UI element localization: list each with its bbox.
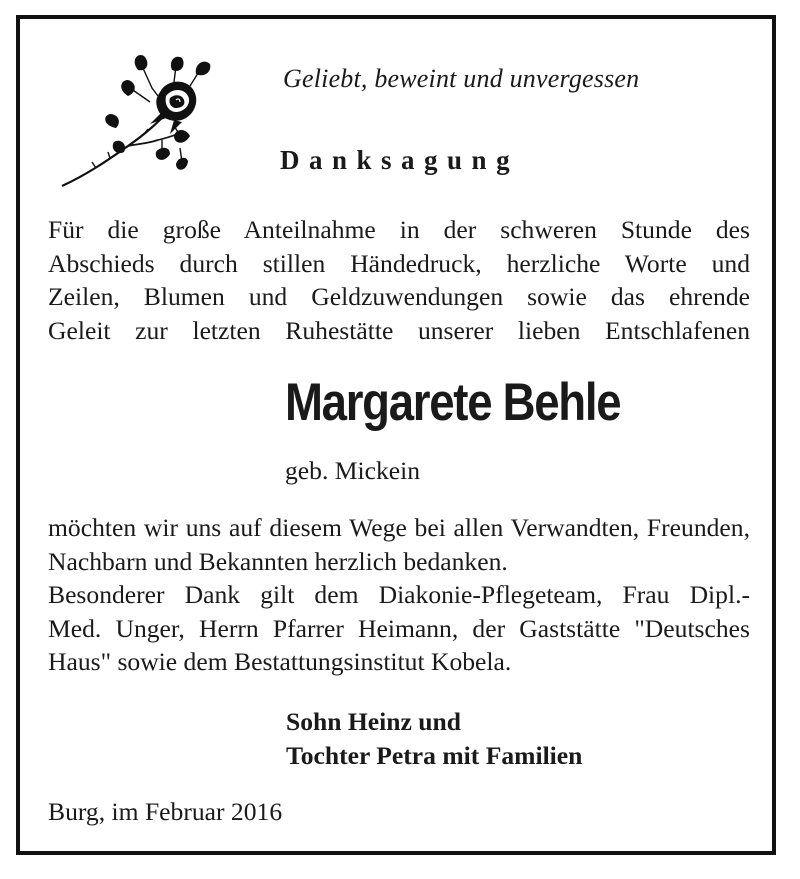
thanks-line: Haus" sowie dem Bestattungsinstitut Kobela. (48, 647, 512, 676)
intro-paragraph (48, 213, 750, 347)
thanks-line: Besonderer Dank gilt dem Diakonie-Pflegeteam, Frau Dipl.- (48, 580, 750, 609)
signatory-line: Tochter Petra mit Familien (286, 741, 583, 770)
intro-line: Abschieds durch stillen Händedruck, herzliche Worte und (48, 248, 750, 278)
rose-icon (58, 52, 218, 192)
motto: Geliebt, beweint und unvergessen (283, 64, 640, 93)
signatory-line: Sohn Heinz und (286, 707, 461, 736)
intro-line: Geleit zur letzten Ruhestätte unserer lieben Entschlafenen (48, 315, 750, 345)
signatories (286, 705, 582, 773)
thanks-line: möchten wir uns auf diesem Wege bei allen Verwandten, Freunden, (48, 513, 750, 542)
intro-line: Für die große Anteilnahme in der schweren Stunde des (48, 215, 750, 244)
thanks-paragraph (48, 511, 750, 679)
place-date: Burg, im Februar 2016 (48, 797, 283, 826)
heading-danksagung: Danksagung (280, 145, 520, 175)
deceased-name: Margarete Behle (285, 373, 621, 432)
birth-name: geb. Mickein (285, 456, 421, 485)
intro-line: Zeilen, Blumen und Geldzuwendungen sowie das ehrende (48, 282, 750, 311)
thanks-line: Nachbarn und Bekannten herzlich bedanken. (48, 546, 508, 576)
thanks-line: Med. Unger, Herrn Pfarrer Heimann, der Gaststätte "Deutsches (48, 613, 750, 643)
